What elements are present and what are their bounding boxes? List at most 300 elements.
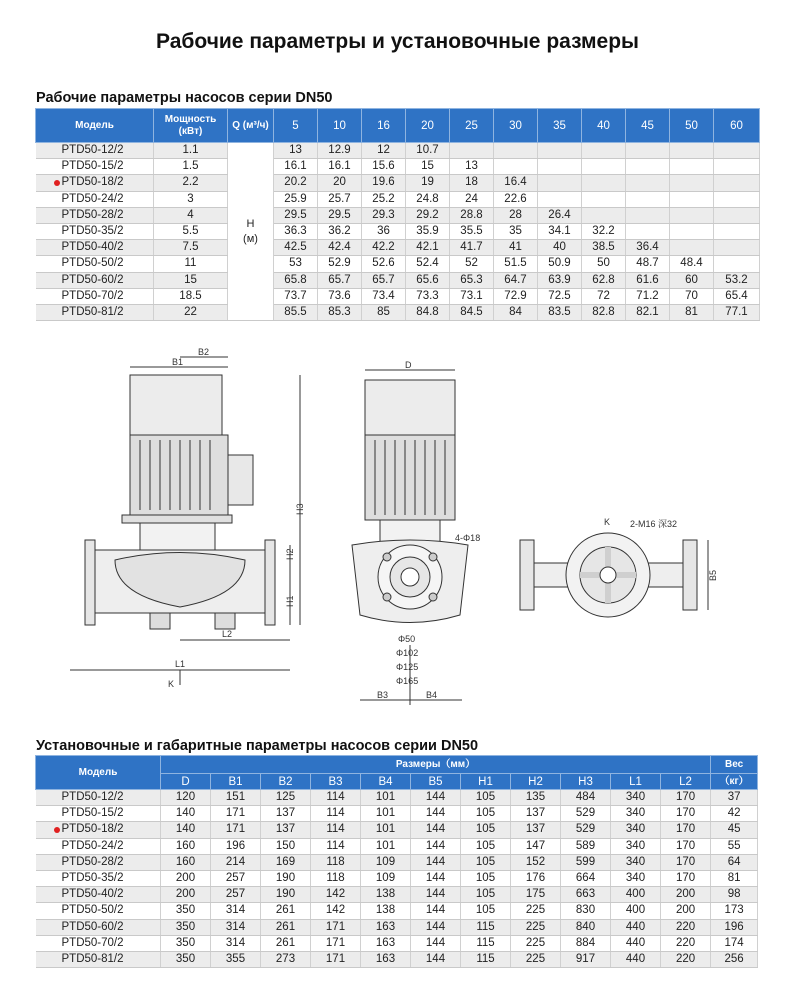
head-value-cell: 16.1	[318, 159, 362, 175]
dim-value-cell: 314	[211, 919, 261, 935]
model-name: PTD50-15/2	[61, 807, 124, 820]
dim-value-cell: 114	[311, 838, 361, 854]
dims-table-title: Установочные и габаритные параметры насосов серии DN50	[36, 738, 479, 754]
dim-value-cell: 170	[661, 790, 711, 806]
dim-value-cell: 114	[311, 806, 361, 822]
dim-value-cell: 163	[361, 951, 411, 967]
weight-cell: 55	[711, 838, 758, 854]
label-bolts: 2-M16 深32	[630, 519, 678, 529]
dim-value-cell: 529	[561, 806, 611, 822]
dim-value-cell: 169	[261, 854, 311, 870]
dim-value-cell: 105	[461, 806, 511, 822]
head-value-cell	[670, 191, 714, 207]
head-value-cell: 16.1	[274, 159, 318, 175]
head-value-cell: 25.9	[274, 191, 318, 207]
col-header-flow-value: 40	[582, 109, 626, 143]
label-b5: B5	[708, 569, 718, 581]
installation-drawing	[0, 345, 795, 715]
model-cell	[36, 790, 161, 806]
table-row	[36, 790, 758, 806]
col-header-flow-value: 25	[450, 109, 494, 143]
head-value-cell: 36	[362, 223, 406, 239]
table-row	[36, 240, 760, 256]
label-l2: L2	[222, 629, 233, 639]
head-value-cell	[626, 223, 670, 239]
power-cell: 2.2	[154, 175, 228, 191]
dim-value-cell: 118	[311, 870, 361, 886]
dim-value-cell: 140	[161, 822, 211, 838]
head-value-cell	[670, 207, 714, 223]
head-value-cell: 85.5	[274, 304, 318, 320]
label-phi102: Φ102	[396, 648, 419, 658]
dim-value-cell: 225	[511, 951, 561, 967]
col-header-power: Мощность (кВт)	[154, 109, 228, 143]
model-cell	[36, 207, 154, 223]
dim-value-cell: 163	[361, 919, 411, 935]
head-value-cell	[670, 159, 714, 175]
dim-value-cell: 190	[261, 870, 311, 886]
head-value-cell: 65.6	[406, 272, 450, 288]
dim-value-cell: 663	[561, 887, 611, 903]
head-value-cell: 70	[670, 288, 714, 304]
head-value-cell: 20.2	[274, 175, 318, 191]
dim-value-cell: 340	[611, 790, 661, 806]
col-header-flow: Q (м³/ч)	[228, 109, 274, 143]
dim-value-cell: 350	[161, 951, 211, 967]
dim-value-cell: 664	[561, 870, 611, 886]
label-b4: B4	[426, 690, 438, 700]
label-h2: H2	[285, 548, 295, 560]
head-value-cell: 35.9	[406, 223, 450, 239]
dim-value-cell: 137	[511, 806, 561, 822]
model-name: PTD50-15/2	[61, 160, 124, 173]
head-value-cell: 84.8	[406, 304, 450, 320]
dim-value-cell: 884	[561, 935, 611, 951]
weight-cell: 173	[711, 903, 758, 919]
dim-value-cell: 170	[661, 822, 711, 838]
head-value-cell: 36.3	[274, 223, 318, 239]
head-label-cell	[228, 143, 274, 321]
dim-value-cell: 144	[411, 919, 461, 935]
dim-value-cell: 163	[361, 935, 411, 951]
head-value-cell: 85.3	[318, 304, 362, 320]
label-k-side: K	[168, 679, 175, 689]
model-cell	[36, 272, 154, 288]
head-value-cell: 51.5	[494, 256, 538, 272]
head-value-cell: 10.7	[406, 143, 450, 159]
head-value-cell	[670, 223, 714, 239]
table-row	[36, 870, 758, 886]
table-row	[36, 223, 760, 239]
head-value-cell	[538, 191, 582, 207]
head-value-cell: 52.6	[362, 256, 406, 272]
dim-value-cell: 225	[511, 903, 561, 919]
head-value-cell: 20	[318, 175, 362, 191]
dim-value-cell: 440	[611, 935, 661, 951]
dim-value-cell: 115	[461, 951, 511, 967]
head-value-cell: 85	[362, 304, 406, 320]
dim-value-cell: 115	[461, 935, 511, 951]
head-value-cell: 53.2	[714, 272, 760, 288]
dim-value-cell: 170	[661, 838, 711, 854]
dim-value-cell: 171	[211, 822, 261, 838]
head-value-cell	[582, 143, 626, 159]
dim-value-cell: 144	[411, 870, 461, 886]
col-header-flow-value: 5	[274, 109, 318, 143]
model-name: PTD50-81/2	[61, 952, 124, 965]
weight-cell: 37	[711, 790, 758, 806]
head-value-cell	[626, 207, 670, 223]
power-cell: 7.5	[154, 240, 228, 256]
perf-table-title: Рабочие параметры насосов серии DN50	[36, 90, 333, 106]
model-cell	[36, 304, 154, 320]
head-value-cell	[714, 191, 760, 207]
head-value-cell: 12	[362, 143, 406, 159]
head-value-cell: 25.2	[362, 191, 406, 207]
weight-cell: 98	[711, 887, 758, 903]
dim-value-cell: 101	[361, 790, 411, 806]
col-header-flow-value: 30	[494, 109, 538, 143]
dim-value-cell: 101	[361, 806, 411, 822]
dim-value-cell: 138	[361, 903, 411, 919]
dim-value-cell: 150	[261, 838, 311, 854]
power-cell: 15	[154, 272, 228, 288]
dim-value-cell: 840	[561, 919, 611, 935]
head-value-cell: 25.7	[318, 191, 362, 207]
model-name: PTD50-24/2	[61, 192, 124, 205]
dim-value-cell: 137	[511, 822, 561, 838]
dim-value-cell: 135	[511, 790, 561, 806]
head-value-cell: 83.5	[538, 304, 582, 320]
label-k-top: K	[604, 517, 611, 527]
head-value-cell: 40	[538, 240, 582, 256]
head-value-cell: 36.4	[626, 240, 670, 256]
table-row	[36, 207, 760, 223]
col-header-model: Модель	[36, 109, 154, 143]
head-value-cell	[626, 159, 670, 175]
model-cell	[36, 256, 154, 272]
dim-value-cell: 115	[461, 919, 511, 935]
table-row	[36, 951, 758, 967]
weight-cell: 42	[711, 806, 758, 822]
dim-value-cell: 144	[411, 935, 461, 951]
power-cell: 4	[154, 207, 228, 223]
head-value-cell: 29.3	[362, 207, 406, 223]
head-value-cell: 73.7	[274, 288, 318, 304]
head-value-cell: 29.5	[318, 207, 362, 223]
model-cell	[36, 223, 154, 239]
model-cell	[36, 240, 154, 256]
model-cell	[36, 175, 154, 191]
dim-value-cell: 144	[411, 822, 461, 838]
head-value-cell: 35	[494, 223, 538, 239]
dim-value-cell: 220	[661, 951, 711, 967]
dim-value-cell: 114	[311, 790, 361, 806]
power-cell: 3	[154, 191, 228, 207]
weight-cell: 81	[711, 870, 758, 886]
page-title: Рабочие параметры и установочные размеры	[156, 30, 639, 53]
table-row	[36, 903, 758, 919]
head-value-cell	[714, 240, 760, 256]
head-value-cell	[582, 207, 626, 223]
dim-value-cell: 101	[361, 822, 411, 838]
model-name: PTD50-81/2	[61, 305, 124, 318]
performance-table	[35, 108, 760, 321]
head-value-cell: 24	[450, 191, 494, 207]
head-value-cell: 62.8	[582, 272, 626, 288]
power-cell: 1.5	[154, 159, 228, 175]
table-row	[36, 304, 760, 320]
dim-value-cell: 144	[411, 887, 461, 903]
head-value-cell: 35.5	[450, 223, 494, 239]
head-unit: (м)	[243, 232, 258, 245]
dim-value-cell: 144	[411, 903, 461, 919]
power-cell: 11	[154, 256, 228, 272]
table-row	[36, 175, 760, 191]
col-header-dim: H3	[561, 774, 611, 790]
dim-value-cell: 125	[261, 790, 311, 806]
head-value-cell: 52.4	[406, 256, 450, 272]
col-header-flow-value: 45	[626, 109, 670, 143]
weight-cell: 174	[711, 935, 758, 951]
head-value-cell: 72.5	[538, 288, 582, 304]
head-value-cell: 52.9	[318, 256, 362, 272]
model-name: PTD50-12/2	[61, 791, 124, 804]
head-value-cell: 42.1	[406, 240, 450, 256]
col-header-flow-value: 16	[362, 109, 406, 143]
table-row	[36, 159, 760, 175]
dim-value-cell: 140	[161, 806, 211, 822]
dim-value-cell: 200	[161, 887, 211, 903]
dim-value-cell: 171	[211, 806, 261, 822]
model-cell	[36, 870, 161, 886]
col-header-dim: B1	[211, 774, 261, 790]
dim-value-cell: 340	[611, 822, 661, 838]
head-value-cell: 65.3	[450, 272, 494, 288]
table-row	[36, 272, 760, 288]
head-value-cell: 73.4	[362, 288, 406, 304]
dim-value-cell: 400	[611, 903, 661, 919]
dim-value-cell: 400	[611, 887, 661, 903]
dim-value-cell: 273	[261, 951, 311, 967]
dim-value-cell: 142	[311, 903, 361, 919]
dim-value-cell: 225	[511, 935, 561, 951]
table-row	[36, 191, 760, 207]
dim-value-cell: 160	[161, 838, 211, 854]
head-value-cell	[494, 143, 538, 159]
head-value-cell: 28.8	[450, 207, 494, 223]
head-value-cell: 81	[670, 304, 714, 320]
col-header-sizes: Размеры（мм）	[161, 756, 711, 774]
dim-value-cell: 261	[261, 935, 311, 951]
dim-value-cell: 171	[311, 919, 361, 935]
dim-value-cell: 101	[361, 838, 411, 854]
head-value-cell	[714, 143, 760, 159]
dim-value-cell: 440	[611, 951, 661, 967]
head-value-cell	[538, 175, 582, 191]
head-value-cell: 48.7	[626, 256, 670, 272]
label-b1: B1	[172, 357, 184, 367]
col-header-flow-value: 20	[406, 109, 450, 143]
dim-value-cell: 196	[211, 838, 261, 854]
table-row	[36, 288, 760, 304]
col-header-flow-value: 10	[318, 109, 362, 143]
dim-value-cell: 142	[311, 887, 361, 903]
head-value-cell: 41.7	[450, 240, 494, 256]
model-cell	[36, 838, 161, 854]
head-value-cell: 84	[494, 304, 538, 320]
head-value-cell: 73.1	[450, 288, 494, 304]
head-value-cell: 32.2	[582, 223, 626, 239]
power-cell: 5.5	[154, 223, 228, 239]
dim-value-cell: 144	[411, 838, 461, 854]
model-cell	[36, 143, 154, 159]
head-value-cell: 71.2	[626, 288, 670, 304]
label-phi165: Φ165	[396, 676, 419, 686]
dim-value-cell: 109	[361, 854, 411, 870]
dim-value-cell: 144	[411, 854, 461, 870]
dim-value-cell: 257	[211, 870, 261, 886]
dim-value-cell: 355	[211, 951, 261, 967]
dim-value-cell: 340	[611, 854, 661, 870]
label-h1: H1	[285, 595, 295, 607]
dim-value-cell: 147	[511, 838, 561, 854]
dim-value-cell: 350	[161, 903, 211, 919]
head-value-cell: 26.4	[538, 207, 582, 223]
head-value-cell: 53	[274, 256, 318, 272]
model-cell	[36, 159, 154, 175]
table-row	[36, 806, 758, 822]
dim-value-cell: 120	[161, 790, 211, 806]
label-b2: B2	[198, 347, 210, 357]
model-name: PTD50-60/2	[61, 273, 124, 286]
model-name: PTD50-35/2	[61, 872, 124, 885]
dim-value-cell: 440	[611, 919, 661, 935]
head-value-cell: 60	[670, 272, 714, 288]
col-header-dim: B3	[311, 774, 361, 790]
head-value-cell	[670, 143, 714, 159]
dim-value-cell: 340	[611, 806, 661, 822]
head-value-cell: 42.5	[274, 240, 318, 256]
side-view	[70, 357, 300, 685]
model-cell	[36, 854, 161, 870]
head-value-cell: 38.5	[582, 240, 626, 256]
dim-value-cell: 105	[461, 822, 511, 838]
head-value-cell	[582, 159, 626, 175]
head-value-cell: 42.4	[318, 240, 362, 256]
dim-value-cell: 144	[411, 951, 461, 967]
head-value-cell: 16.4	[494, 175, 538, 191]
head-value-cell: 65.8	[274, 272, 318, 288]
head-value-cell: 12.9	[318, 143, 362, 159]
dim-value-cell: 220	[661, 935, 711, 951]
col-header-dim: B5	[411, 774, 461, 790]
dim-value-cell: 830	[561, 903, 611, 919]
label-phi50: Φ50	[398, 634, 416, 644]
head-value-cell: 65.7	[318, 272, 362, 288]
dim-value-cell: 350	[161, 935, 211, 951]
col-header-dim: H1	[461, 774, 511, 790]
dim-value-cell: 214	[211, 854, 261, 870]
dim-value-cell: 137	[261, 806, 311, 822]
head-value-cell	[582, 191, 626, 207]
model-name: PTD50-50/2	[61, 904, 124, 917]
head-value-cell	[494, 159, 538, 175]
dim-value-cell: 114	[311, 822, 361, 838]
label-d: D	[405, 360, 412, 370]
head-value-cell	[670, 175, 714, 191]
head-label: H	[246, 217, 255, 230]
model-cell	[36, 919, 161, 935]
head-value-cell: 29.2	[406, 207, 450, 223]
dim-value-cell: 200	[161, 870, 211, 886]
dim-value-cell: 152	[511, 854, 561, 870]
table-row	[36, 838, 758, 854]
col-header-dim: B4	[361, 774, 411, 790]
model-cell	[36, 822, 161, 838]
dim-value-cell: 200	[661, 887, 711, 903]
weight-cell: 196	[711, 919, 758, 935]
head-value-cell: 84.5	[450, 304, 494, 320]
dim-value-cell: 200	[661, 903, 711, 919]
dim-value-cell: 171	[311, 935, 361, 951]
head-value-cell: 13	[450, 159, 494, 175]
top-view	[520, 533, 708, 617]
dim-value-cell: 144	[411, 790, 461, 806]
dim-value-cell: 144	[411, 806, 461, 822]
dim-value-cell: 350	[161, 919, 211, 935]
dim-value-cell: 599	[561, 854, 611, 870]
head-value-cell	[626, 175, 670, 191]
table-row	[36, 822, 758, 838]
dim-value-cell: 105	[461, 870, 511, 886]
head-value-cell: 52	[450, 256, 494, 272]
label-l1: L1	[175, 659, 186, 669]
dim-value-cell: 160	[161, 854, 211, 870]
highlight-dot-icon	[54, 827, 60, 833]
dim-value-cell: 257	[211, 887, 261, 903]
dim-value-cell: 225	[511, 919, 561, 935]
head-value-cell: 29.5	[274, 207, 318, 223]
dim-value-cell: 109	[361, 870, 411, 886]
head-value-cell	[714, 159, 760, 175]
weight-cell: 256	[711, 951, 758, 967]
head-value-cell: 82.1	[626, 304, 670, 320]
head-value-cell: 72.9	[494, 288, 538, 304]
dim-value-cell: 151	[211, 790, 261, 806]
head-value-cell: 13	[274, 143, 318, 159]
head-value-cell: 50.9	[538, 256, 582, 272]
weight-cell: 64	[711, 854, 758, 870]
model-name: PTD50-18/2	[61, 176, 124, 189]
col-header-model: Модель	[36, 756, 161, 790]
table-row	[36, 935, 758, 951]
model-name: PTD50-70/2	[61, 936, 124, 949]
dim-value-cell: 105	[461, 790, 511, 806]
head-value-cell: 72	[582, 288, 626, 304]
dim-value-cell: 261	[261, 903, 311, 919]
dim-value-cell: 340	[611, 870, 661, 886]
head-value-cell	[670, 240, 714, 256]
model-name: PTD50-12/2	[61, 144, 124, 157]
table-row	[36, 919, 758, 935]
model-name: PTD50-40/2	[61, 888, 124, 901]
head-value-cell: 22.6	[494, 191, 538, 207]
dim-value-cell: 220	[661, 919, 711, 935]
label-holes: 4-Φ18	[455, 533, 481, 543]
head-value-cell	[714, 223, 760, 239]
head-value-cell: 64.7	[494, 272, 538, 288]
